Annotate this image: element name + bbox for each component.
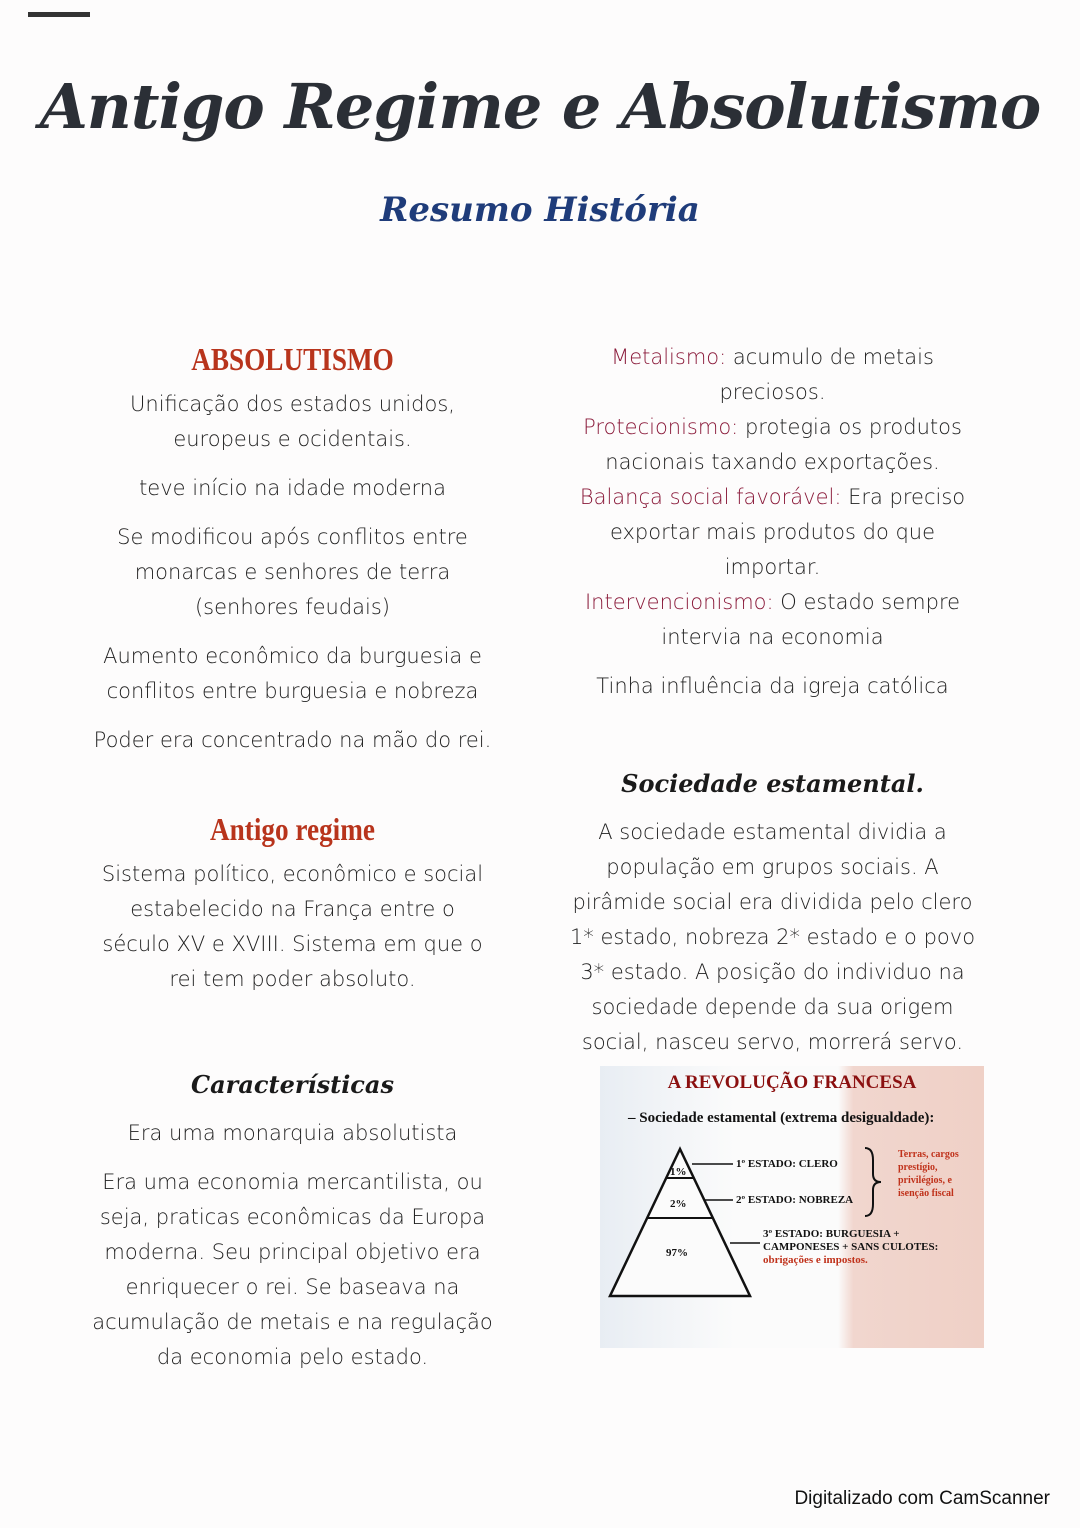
absolutismo-heading: ABSOLUTISMO <box>191 341 394 377</box>
scan-mark <box>28 12 90 17</box>
term-item: Protecionismo: protegia os produtos nacionais taxando exportações. <box>583 415 962 474</box>
label-nobreza: 2º ESTADO: NOBREZA <box>736 1194 854 1206</box>
privileges-note: Terras, cargos prestígio, privilégios, e isenção fiscal <box>898 1149 959 1199</box>
paragraph: Poder era concentrado na mão do rei. <box>93 728 492 752</box>
paragraph: Era uma monarquia absolutista <box>127 1121 458 1145</box>
figure-subtitle: – Sociedade estamental (extrema desigualdade): <box>628 1110 935 1126</box>
pct-povo: 97% <box>666 1247 688 1259</box>
pyramid-figure <box>600 1066 984 1348</box>
right-column <box>560 340 985 1060</box>
term-item: Balança social favorável: Era preciso exportar mais produtos do que importar. <box>579 485 966 579</box>
camscanner-watermark: Digitalizado com CamScanner <box>794 1488 1050 1509</box>
paragraph: Aumento econômico da burguesia e conflitos entre burguesia e nobreza <box>103 644 482 703</box>
pct-nobreza: 2% <box>670 1198 687 1210</box>
pyramid-diagram <box>600 1066 984 1348</box>
paragraph: teve início na idade moderna <box>139 476 446 500</box>
left-column <box>80 342 505 1389</box>
page-subtitle: Resumo História <box>380 190 700 230</box>
label-clero: 1º ESTADO: CLERO <box>736 1158 838 1170</box>
antigo-regime-heading: Antigo regime <box>210 811 375 847</box>
paragraph: Era uma economia mercantilista, ou seja, praticas econômicas da Europa moderna. Seu principal objetivo era enriquecer o rei. Se baseava na acumulação de metais e na regulação da economia pelo estado. <box>92 1170 493 1369</box>
influence-text: Tinha influência da igreja católica <box>596 674 949 698</box>
caracteristicas-heading: Características <box>191 1070 394 1099</box>
sociedade-text: A sociedade estamental dividia a população em grupos sociais. A pirâmide social era dividida pelo clero 1* estado, nobreza 2* estado e o povo 3* estado. A posição do individuo na sociedade depende da sua origem social, nasceu servo, morrerá servo. <box>569 820 976 1054</box>
label-povo: 3º ESTADO: BURGUESIA + CAMPONESES + SANS CULOTES: obrigações e impostos. <box>763 1228 939 1266</box>
pct-clero: 1% <box>670 1166 687 1178</box>
page-title: Antigo Regime e Absolutismo <box>39 70 1041 143</box>
figure-title: A REVOLUÇÃO FRANCESA <box>667 1072 917 1093</box>
sociedade-heading: Sociedade estamental. <box>621 769 924 798</box>
term-item: Intervencionismo: O estado sempre intervia na economia <box>584 590 961 649</box>
term-item: Metalismo: acumulo de metais preciosos. <box>611 345 934 404</box>
paragraph: Sistema político, econômico e social estabelecido na França entre o século XV e XVIII. Sistema em que o rei tem poder absoluto. <box>101 862 484 991</box>
paragraph: Unificação dos estados unidos, europeus e ocidentais. <box>130 392 455 451</box>
paragraph: Se modificou após conflitos entre monarcas e senhores de terra (senhores feudais) <box>117 525 468 619</box>
